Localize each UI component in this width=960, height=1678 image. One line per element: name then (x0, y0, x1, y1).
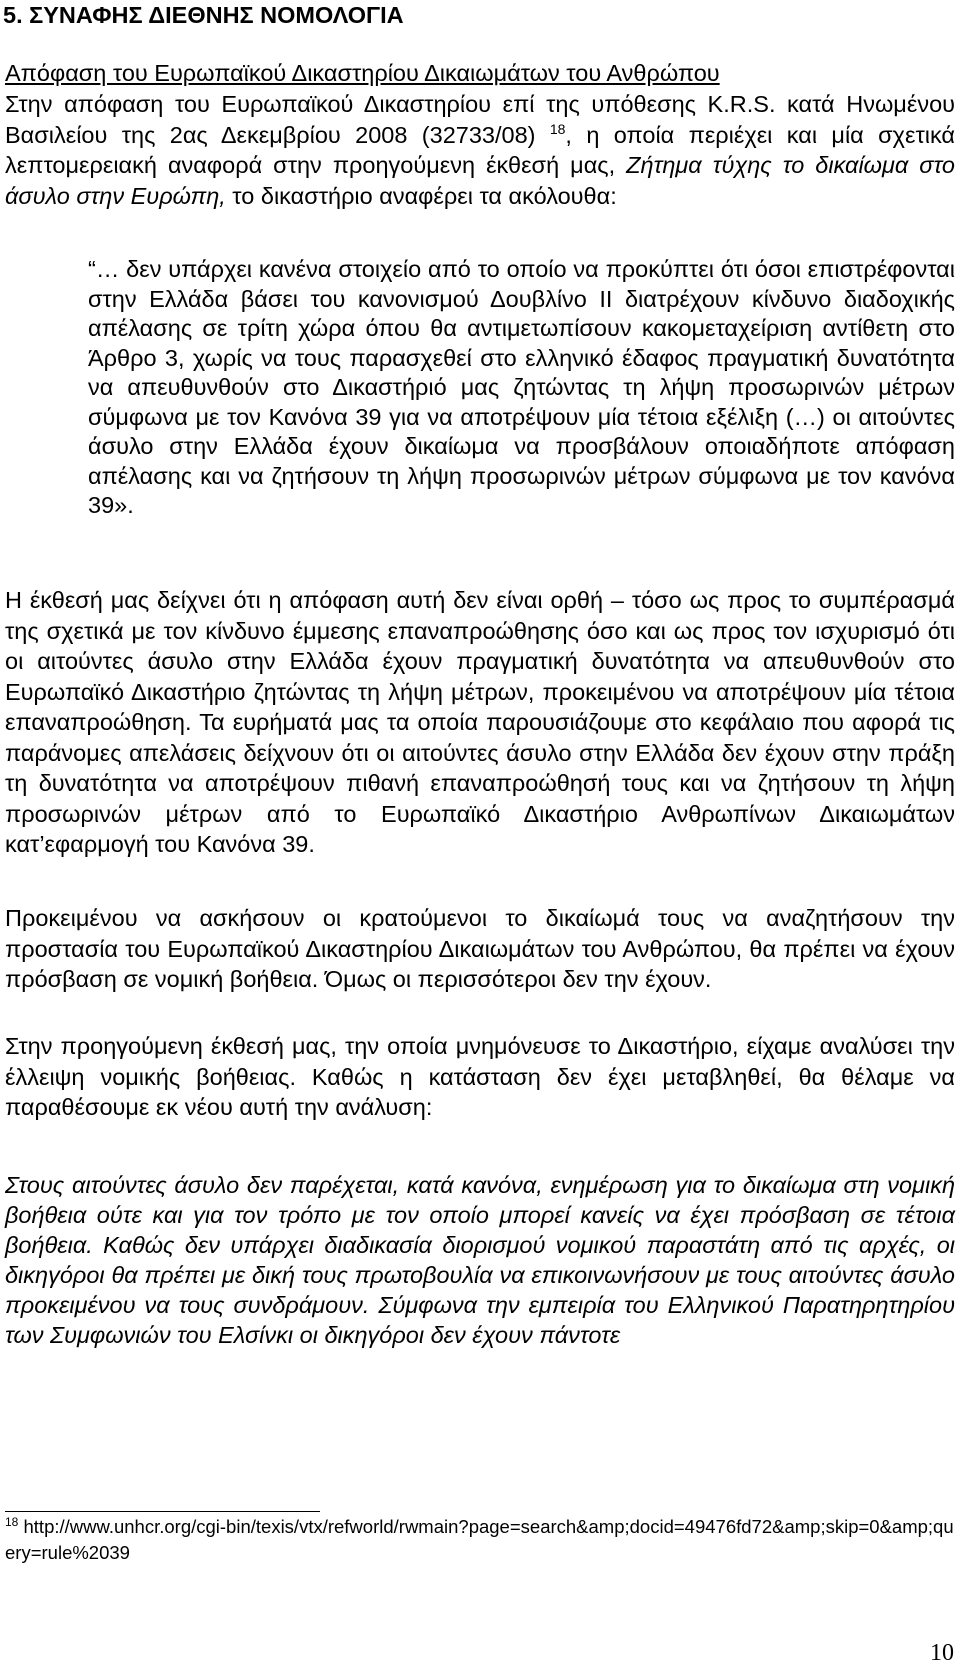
page-number: 10 (930, 1640, 954, 1666)
footnote-number: 18 (5, 1515, 19, 1529)
paragraph-3: Προκειμένου να ασκήσουν οι κρατούμενοι το δικαίωμά τους να αναζητήσουν την προστασία του Ευρωπαϊκού Δικαστηρίου Δικαιωμάτων του Ανθρώπου, θα πρέπει να έχουν πρόσβαση σε νομική βοήθεια. Όμως οι περισσότεροι δεν την έχουν. (5, 905, 955, 992)
paragraph-2: Η έκθεσή μας δείχνει ότι η απόφαση αυτή δεν είναι ορθή – τόσο ως προς το συμπέρασμά της σχετικά με τον κίνδυνο έμμεσης επαναπροώθησης όσο και ως προς τον ισχυρισμό ότι οι αιτούντες άσυλο στην Ελλάδα έχουν πραγματική δυνατότητα να απευθυνθούν στο Ευρωπαϊκό Δικαστήριο ζητώντας τη λήψη μέτρων, προκειμένου να αποτρέψουν μία τέτοια επαναπροώθηση. Τα ευρήματά μας τα οποία παρουσιάζουμε στο κεφάλαιο που αφορά τις παράνομες απελάσεις δείχνουν ότι οι αιτούντες άσυλο στην Ελλάδα δεν έχουν στην πράξη τη δυνατότητα να αποτρέψουν πιθανή επαναπροώθησή τους και να ζητήσουν τη λήψη προσωρινών μέτρων από το Ευρωπαϊκό Δικαστήριο Ανθρωπίνων Δικαιωμάτων κατ’εφαρμογή του Κανόνα 39. (5, 587, 955, 857)
report-title-italic: Ζήτημα τύχης το δικαίωμα στο άσυλο στην Ευρώπη, (5, 152, 955, 209)
court-quote: “… δεν υπάρχει κανένα στοιχείο από το οποίο να προκύπτει ότι όσοι επιστρέφονται στην Ελλάδα βάσει του κανονισμού Δουβλίνο ΙΙ διατρέχουν κίνδυνο διαδοχικής απέλασης σε τρίτη χώρα όπου θα αντιμετωπίσουν κακομεταχείριση αντίθετη στο Άρθρο 3, χωρίς να τους παρασχεθεί στο ελληνικό έδαφος πραγματική δυνατότητα να απευθυνθούν στο Δικαστήριό μας ζητώντας τη λήψη προσωρινών μέτρων σύμφωνα με τον Κανόνα 39 για να αποτρέψουν μία τέτοια εξέλιξη (…) οι αιτούντες άσυλο στην Ελλάδα έχουν δικαίωμα να προσβάλουν οποιαδήποτε απόφαση απέλασης και να ζητήσουν τη λήψη προσωρινών μέτρων σύμφωνα με τον κανόνα 39». (88, 256, 955, 518)
footnote-divider (5, 1511, 320, 1512)
footnote (5, 1514, 955, 1566)
footnote-link[interactable]: http://www.unhcr.org/cgi-bin/texis/vtx/refworld/rwmain?page=search&amp;docid=49476fd72&amp;skip=0&amp;query=rule%2039 (5, 1516, 954, 1563)
section-heading: 5. ΣΥΝΑΦΗΣ ΔΙΕΘΝΗΣ ΝΟΜΟΛΟΓΙΑ (3, 2, 404, 28)
paragraph-1 (5, 89, 955, 211)
paragraph-5-italic: Στους αιτούντες άσυλο δεν παρέχεται, κατά κανόνα, ενημέρωση για το δικαίωμα στη νομική βοήθεια ούτε και για τον τρόπο με τον οποίο μπορεί κανείς να έχει πρόσβαση σε τέτοια βοήθεια. Καθώς δεν υπάρχει διαδικασία διορισμού νομικού παραστάτη από τις αρχές, οι δικηγόροι θα πρέπει με δική τους πρωτοβουλία να επικοινωνήσουν με τους αιτούντες άσυλο προκειμένου να τους συνδράμουν. Σύμφωνα την εμπειρία του Ελληνικού Παρατηρητηρίου των Συμφωνιών του Ελσίνκι οι δικηγόροι δεν έχουν πάντοτε (5, 1172, 955, 1348)
paragraph-1-end: το δικαστήριο αναφέρει τα ακόλουθα: (225, 182, 617, 209)
paragraph-1-text-cont: , η οποία περιέχει και μία σχετικά λεπτομερειακή αναφορά στην προηγούμενη έκθεσή μας, (5, 121, 955, 178)
footnote-reference[interactable]: 18 (549, 120, 566, 137)
paragraph-1-text: Στην απόφαση του Ευρωπαϊκού Δικαστηρίου επί της υπόθεσης K.R.S. κατά Ηνωμένου Βασιλείου της 2ας Δεκεμβρίου 2008 (32733/08) (5, 91, 955, 148)
paragraph-4: Στην προηγούμενη έκθεσή μας, την οποία μνημόνευσε το Δικαστήριο, είχαμε αναλύσει την έλλειψη νομικής βοήθειας. Καθώς η κατάσταση δεν έχει μεταβληθεί, θα θέλαμε να παραθέσουμε εκ νέου αυτή την ανάλυση: (5, 1033, 955, 1120)
section-subtitle: Απόφαση του Ευρωπαϊκού Δικαστηρίου Δικαιωμάτων του Ανθρώπου (5, 60, 720, 86)
